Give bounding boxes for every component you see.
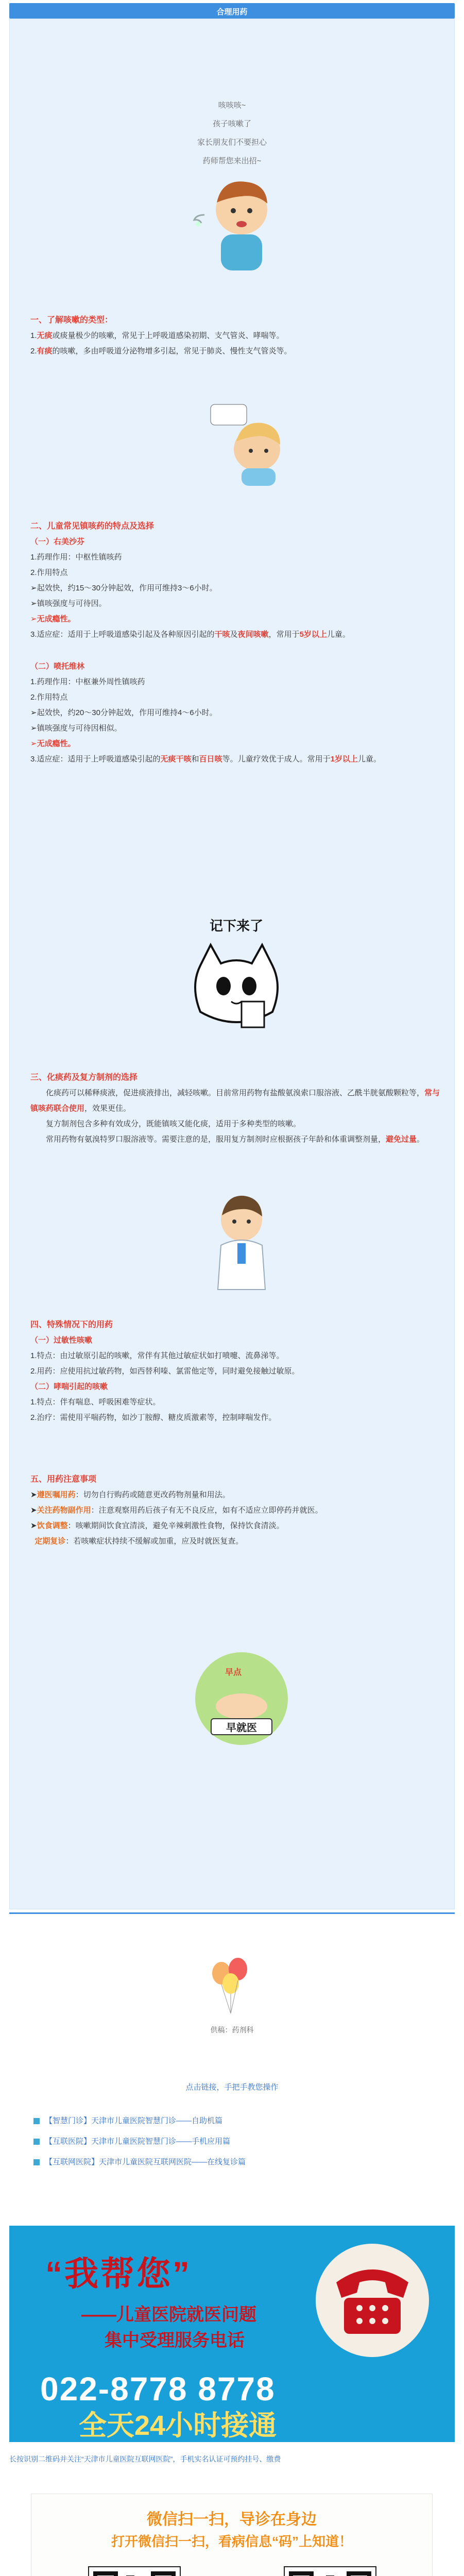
author-credit: 供稿：药剂科 [210,2026,254,2034]
qr-code-weibo[interactable] [88,2566,181,2576]
paragraph: 常用药物有氨溴特罗口服溶液等。需要注意的是，服用复方制剂时应根据孩子年龄和体重调整剂量，避免过量。 [46,1135,425,1144]
qr-code-internet-hospital[interactable] [284,2566,376,2576]
feature-item: ➢无成瘾性。 [30,739,76,748]
section-mucolytics [30,1070,442,1147]
square-bullet-icon [33,2159,40,2165]
service-link-online-followup[interactable]: 【互联网医院】天津市儿童医院互联网医院——在线复诊篇 [33,2154,342,2171]
subheading-pentoxyverine: （二）喷托维林 [30,662,85,671]
qr-pattern-icon [89,2567,180,2576]
precaution-item: ➤遵医嘱用药：切勿自行购药或随意更改药物剂量和用法。 [30,1490,230,1499]
section-precautions [30,1472,442,1549]
paragraph: 1.特点：由过敏原引起的咳嗽，常伴有其他过敏症状如打喷嚏、流鼻涕等。 [30,1351,284,1360]
drug-action: 1.药理作用：中枢兼外周性镇咳药 [30,677,145,686]
drug-features: 2.作用特点 [30,693,68,702]
early-care-badge [195,1652,288,1745]
paragraph: 2.治疗：需使用平喘药物，如沙丁胺醇、糖皮质激素等，控制哮喘发作。 [30,1413,277,1422]
service-link-internet-hospital[interactable]: 【互联医院】天津市儿童医院智慧门诊——手机应用篇 [33,2133,342,2150]
poem-line: 咳咳咳~ [218,101,246,110]
cat-illustration [180,935,293,1038]
subheading-asthma: （二）哮喘引起的咳嗽 [30,1382,108,1391]
badge-tag: 早点 [225,1668,242,1677]
feature-item: ➢起效快，约20～30分钟起效，作用可维持4～6小时。 [30,708,217,717]
hotline-hours: 全天24小时接通 [79,2410,277,2441]
crying-baby-illustration [205,400,293,488]
badge-face [216,1693,267,1719]
divider [9,1912,455,1914]
precaution-item: ➤饮食调整：咳嗽期间饮食宜清淡，避免辛辣刺激性食物，保持饮食清淡。 [30,1521,284,1530]
qr-subtitle: 打开微信扫一扫，看病信息“码”上知道！ [111,2534,352,2549]
qr-card [31,2494,433,2576]
qr-title: 微信扫一扫，导诊在身边 [147,2511,317,2528]
register-notice: 长按识别二维码并关注“天津市儿童医院互联网医院”，手机实名认证可预约挂号、缴费 [9,2455,281,2463]
intro-poem [10,96,454,171]
hotline-number: 022-8778 8778 [40,2370,276,2408]
paragraph: 2.用药：应使用抗过敏药物，如西替利嗪、氯雷他定等，同时避免接触过敏原。 [30,1367,300,1376]
paragraph: 复方制剂包含多种有效成分，既能镇咳又能化痰，适用于多种类型的咳嗽。 [46,1120,301,1128]
help-tip: 点击链接，手把手教您操作 [185,2083,279,2092]
subheading-dextromethorphan: （一）右美沙芬 [30,537,85,546]
section-special-cases [30,1317,442,1426]
balloons-icon [206,1953,257,2014]
section-title: 一、了解咳嗽的类型： [30,316,113,325]
drug-indication: 3.适应症：适用于上呼吸道感染引起的无痰干咳和百日咳等。儿童疗效优于成人。常用于1岁以上儿童。 [30,755,381,764]
drug-action: 1.药理作用：中枢性镇咳药 [30,553,122,562]
paragraph: 化痰药可以稀释痰液，促进痰液排出，减轻咳嗽。目前常用药物有盐酸氨溴索口服溶液、乙酰半胱氨酸颗粒等，常与镇咳药联合使用，效果更佳。 [30,1089,440,1113]
coughing-child-illustration [180,174,288,277]
article-panel [9,19,455,1909]
drug-features: 2.作用特点 [30,568,68,577]
feature-item: ➢镇咳强度与可待因相似。 [30,724,122,733]
telephone-icon [313,2241,432,2360]
poem-line: 家长朋友们不要担心 [197,138,267,147]
poem-line: 孩子咳嗽了 [212,120,251,128]
badge-label: 早就医 [211,1718,272,1735]
subheading-allergic: （一）过敏性咳嗽 [30,1336,93,1345]
feature-item: ➢镇咳强度与可待因。 [30,599,107,608]
section-title: 三、化痰药及复方制剂的选择 [30,1073,138,1082]
sticker-caption: 记下来了 [209,918,263,934]
cough-type-dry: 1.无痰或痰量极少的咳嗽，常见于上呼吸道感染初期、支气管炎、哮喘等。 [30,331,284,340]
drug-indication: 3.适应症：适用于上呼吸道感染引起及各种原因引起的干咳及夜间咳嗽，常用于5岁以上儿童。 [30,630,350,639]
section-title: 四、特殊情况下的用药 [30,1320,113,1329]
banner-headline: “我帮您” [45,2255,192,2293]
section-title: 二、儿童常见镇咳药的特点及选择 [30,522,154,531]
section-antitussives [30,519,442,767]
cough-type-wet: 2.有痰的咳嗽，多由呼吸道分泌物增多引起，常见于肺炎、慢性支气管炎等。 [30,347,292,355]
service-link-smart-clinic[interactable]: 【智慧门诊】天津市儿童医院智慧门诊——自助机篇 [33,2112,342,2130]
precaution-item: 定期复诊：若咳嗽症状持续不缓解或加重，应及时就医复查。 [35,1537,244,1546]
header-title: 合理用药 [216,8,248,16]
qr-pattern-icon [285,2567,375,2576]
square-bullet-icon [33,2118,40,2124]
feature-item: ➢起效快，约15～30分钟起效，作用可维持3～6小时。 [30,584,217,592]
paragraph: 1.特点：伴有喘息、呼吸困难等症状。 [30,1398,161,1406]
hotline-banner[interactable] [9,2226,455,2442]
poem-line: 药师帮您来出招~ [202,157,262,165]
section-cough-types [30,313,442,359]
banner-line: 集中受理服务电话 [105,2331,245,2350]
doctor-illustration [195,1189,288,1292]
cat-sticker [180,916,293,1039]
banner-line: ——儿童医院就医问题 [81,2305,256,2325]
section-title: 五、用药注意事项 [30,1475,97,1484]
feature-item: ➢无成瘾性。 [30,615,76,623]
header-bar [9,3,455,19]
square-bullet-icon [33,2139,40,2145]
precaution-item: ➤关注药物副作用：注意观察用药后孩子有无不良反应，如有不适应立即停药并就医。 [30,1506,323,1515]
